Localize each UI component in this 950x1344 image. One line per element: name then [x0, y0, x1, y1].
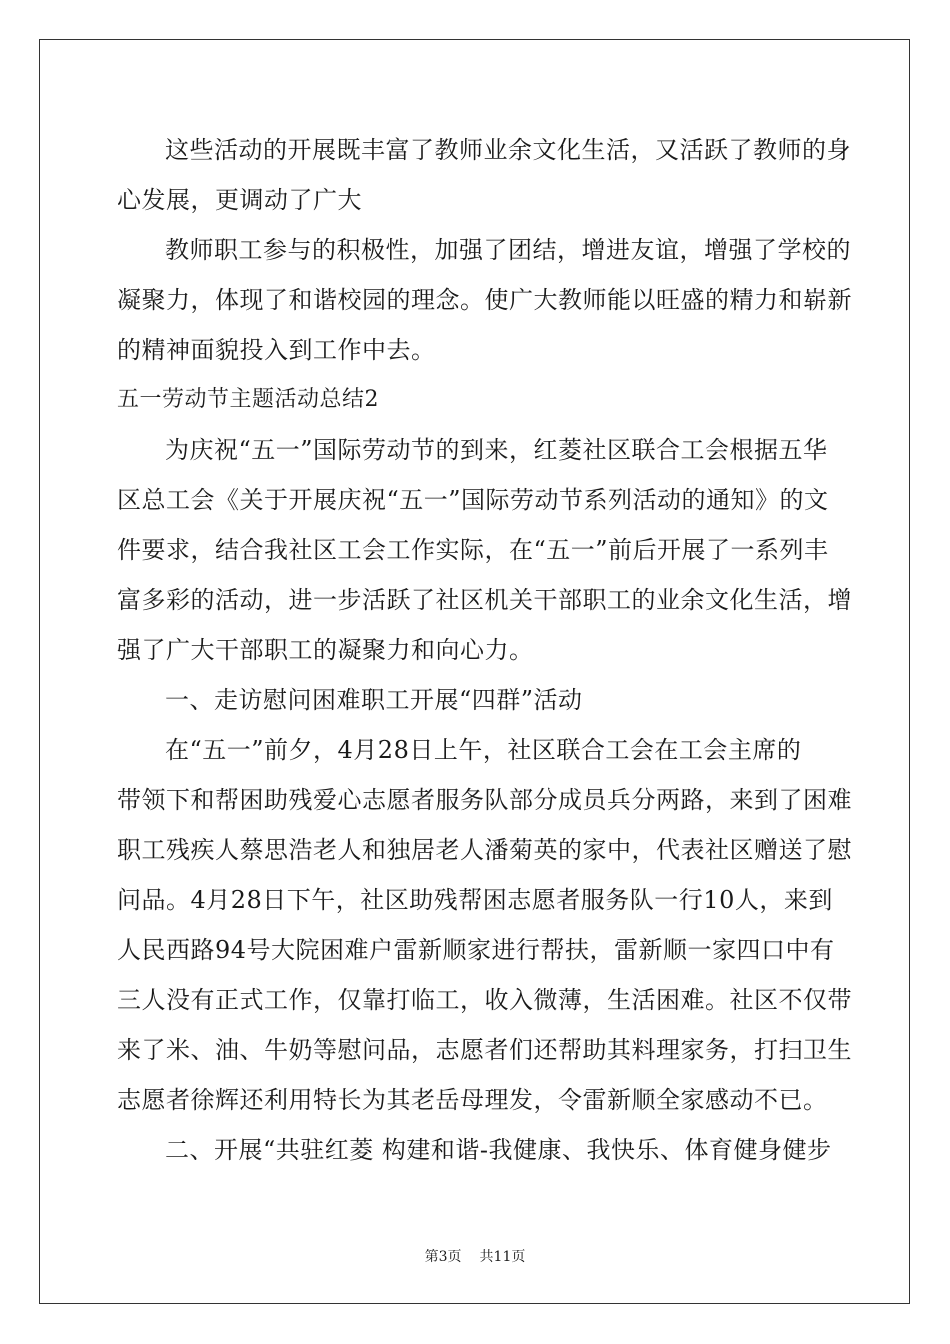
paragraph-line: 三人没有正式工作，仅靠打临工，收入微薄，生活困难。社区不仅带	[117, 986, 852, 1014]
paragraph-line: 心发展，更调动了广大	[117, 186, 362, 214]
paragraph-line: 这些活动的开展既丰富了教师业余文化生活，又活跃了教师的身	[165, 136, 851, 164]
paragraph-line: 教师职工参与的积极性，加强了团结，增进友谊，增强了学校的	[165, 236, 851, 264]
paragraph-line: 为庆祝“五一”国际劳动节的到来，红菱社区联合工会根据五华	[165, 436, 828, 464]
page-footer	[0, 1248, 950, 1266]
paragraph-line: 人民西路94号大院困难户雷新顺家进行帮扶，雷新顺一家四口中有	[117, 936, 835, 964]
subheading: 二、开展“共驻红菱 构建和谐-我健康、我快乐、体育健身健步	[165, 1136, 832, 1164]
paragraph-line: 职工残疾人蔡思浩老人和独居老人潘菊英的家中，代表社区赠送了慰	[117, 836, 852, 864]
paragraph-line: 志愿者徐辉还利用特长为其老岳母理发，令雷新顺全家感动不已。	[117, 1086, 828, 1114]
paragraph-line: 强了广大干部职工的凝聚力和向心力。	[117, 636, 534, 664]
paragraph-line: 区总工会《关于开展庆祝“五一”国际劳动节系列活动的通知》的文	[117, 486, 829, 514]
paragraph-line: 富多彩的活动，进一步活跃了社区机关干部职工的业余文化生活，增	[117, 586, 852, 614]
paragraph-line: 来了米、油、牛奶等慰问品，志愿者们还帮助其料理家务，打扫卫生	[117, 1036, 852, 1064]
section-title: 五一劳动节主题活动总结2	[117, 387, 379, 412]
page-total: 共11页	[479, 1249, 526, 1265]
paragraph-line: 在“五一”前夕，4月28日上午，社区联合工会在工会主席的	[165, 736, 802, 764]
paragraph-line: 带领下和帮困助残爱心志愿者服务队部分成员兵分两路，来到了困难	[117, 786, 852, 814]
document-body	[117, 125, 852, 1175]
paragraph-line: 的精神面貌投入到工作中去。	[117, 336, 436, 364]
page-number: 第3页	[424, 1249, 462, 1265]
paragraph-line: 凝聚力，体现了和谐校园的理念。使广大教师能以旺盛的精力和崭新	[117, 286, 852, 314]
paragraph-line: 件要求，结合我社区工会工作实际，在“五一”前后开展了一系列丰	[117, 536, 829, 564]
subheading: 一、走访慰问困难职工开展“四群”活动	[165, 686, 583, 714]
paragraph-line: 问品。4月28日下午，社区助残帮困志愿者服务队一行10人，来到	[117, 886, 833, 914]
